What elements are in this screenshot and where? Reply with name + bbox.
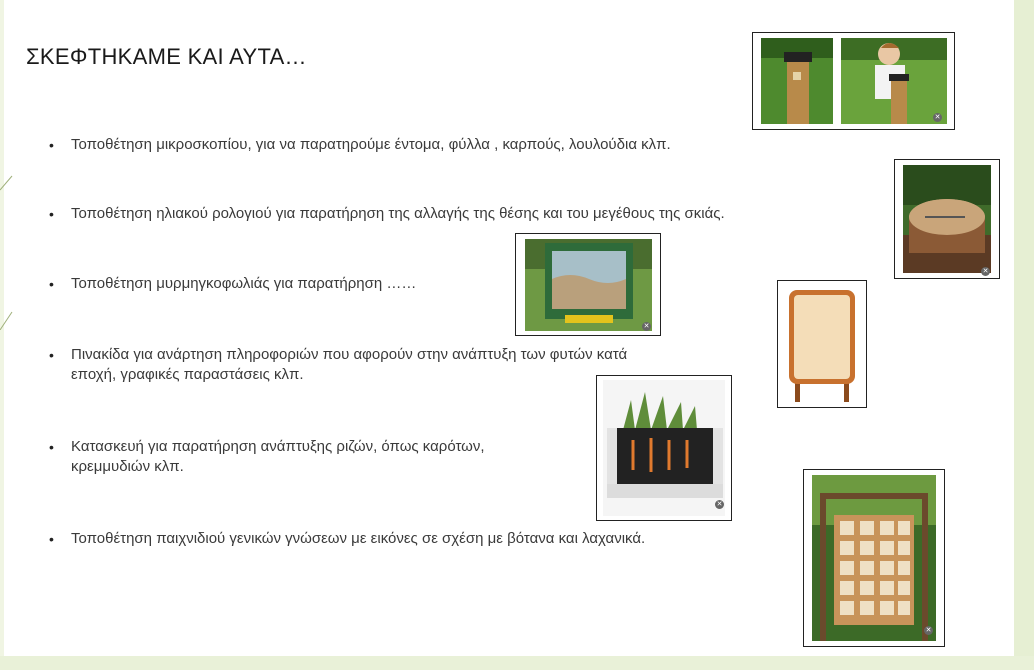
- bullet-dot: •: [49, 439, 54, 455]
- slide-title: ΣΚΕΦΤΗΚΑΜΕ ΚΑΙ ΑΥΤΑ…: [26, 44, 307, 69]
- info-board-illustration: [785, 286, 859, 402]
- decorative-lines: [0, 0, 20, 330]
- root-viewer-photo: [603, 380, 725, 516]
- bullet-dot: •: [49, 137, 54, 153]
- microscope-image: [752, 32, 955, 130]
- close-icon: ✕: [716, 501, 723, 508]
- close-icon: ✕: [934, 114, 941, 121]
- bullet-text: Τοποθέτηση παιχνιδιού γενικών γνώσεων με εικόνες σε σχέση με βότανα και λαχανικά.: [71, 530, 646, 547]
- bullet-dot: •: [49, 347, 54, 363]
- bullet-microscope: [49, 135, 671, 155]
- bullet-dot: •: [49, 206, 54, 222]
- close-icon: ✕: [643, 323, 650, 330]
- child-microscope-photo: [841, 38, 947, 124]
- quiz-board-image: [803, 469, 945, 647]
- bullet-text-continued: κρεμμυδιών κλπ.: [71, 458, 184, 475]
- bullet-text: Πινακίδα για ανάρτηση πληροφοριών που αφορούν στην ανάπτυξη των φυτών κατά: [71, 346, 628, 363]
- bottom-margin-strip: [0, 656, 1034, 670]
- sundial-image: [894, 159, 1000, 279]
- bullet-ant-farm: [49, 274, 417, 294]
- microscope-post-photo: [761, 38, 833, 124]
- bullet-sundial: [49, 204, 725, 224]
- sundial-photo: [903, 165, 991, 273]
- bullet-root-viewer: [49, 437, 485, 477]
- ant-farm-photo: [525, 239, 652, 331]
- bullet-info-board: [49, 345, 628, 385]
- root-viewer-image: [596, 375, 732, 521]
- close-icon: ✕: [925, 627, 932, 634]
- bullet-dot: •: [49, 276, 54, 292]
- bullet-dot: •: [49, 531, 54, 547]
- bullet-text: Τοποθέτηση ηλιακού ρολογιού για παρατήρηση της αλλαγής της θέσης και του μεγέθους της σκιάς.: [71, 205, 725, 222]
- right-margin-strip: [1014, 0, 1034, 670]
- close-icon: ✕: [982, 268, 989, 275]
- quiz-board-photo: [812, 475, 936, 641]
- bullet-text: Τοποθέτηση μυρμηγκοφωλιάς για παρατήρηση ……: [71, 275, 417, 292]
- bullet-text-continued: εποχή, γραφικές παραστάσεις κλπ.: [71, 366, 304, 383]
- info-board-image: [777, 280, 867, 408]
- ant-farm-image: [515, 233, 661, 336]
- bullet-quiz-board: [49, 529, 646, 549]
- bullet-text: Κατασκευή για παρατήρηση ανάπτυξης ριζών, όπως καρότων,: [71, 438, 485, 455]
- bullet-text: Τοποθέτηση μικροσκοπίου, για να παρατηρούμε έντομα, φύλλα , καρπούς, λουλούδια κλπ.: [71, 136, 671, 153]
